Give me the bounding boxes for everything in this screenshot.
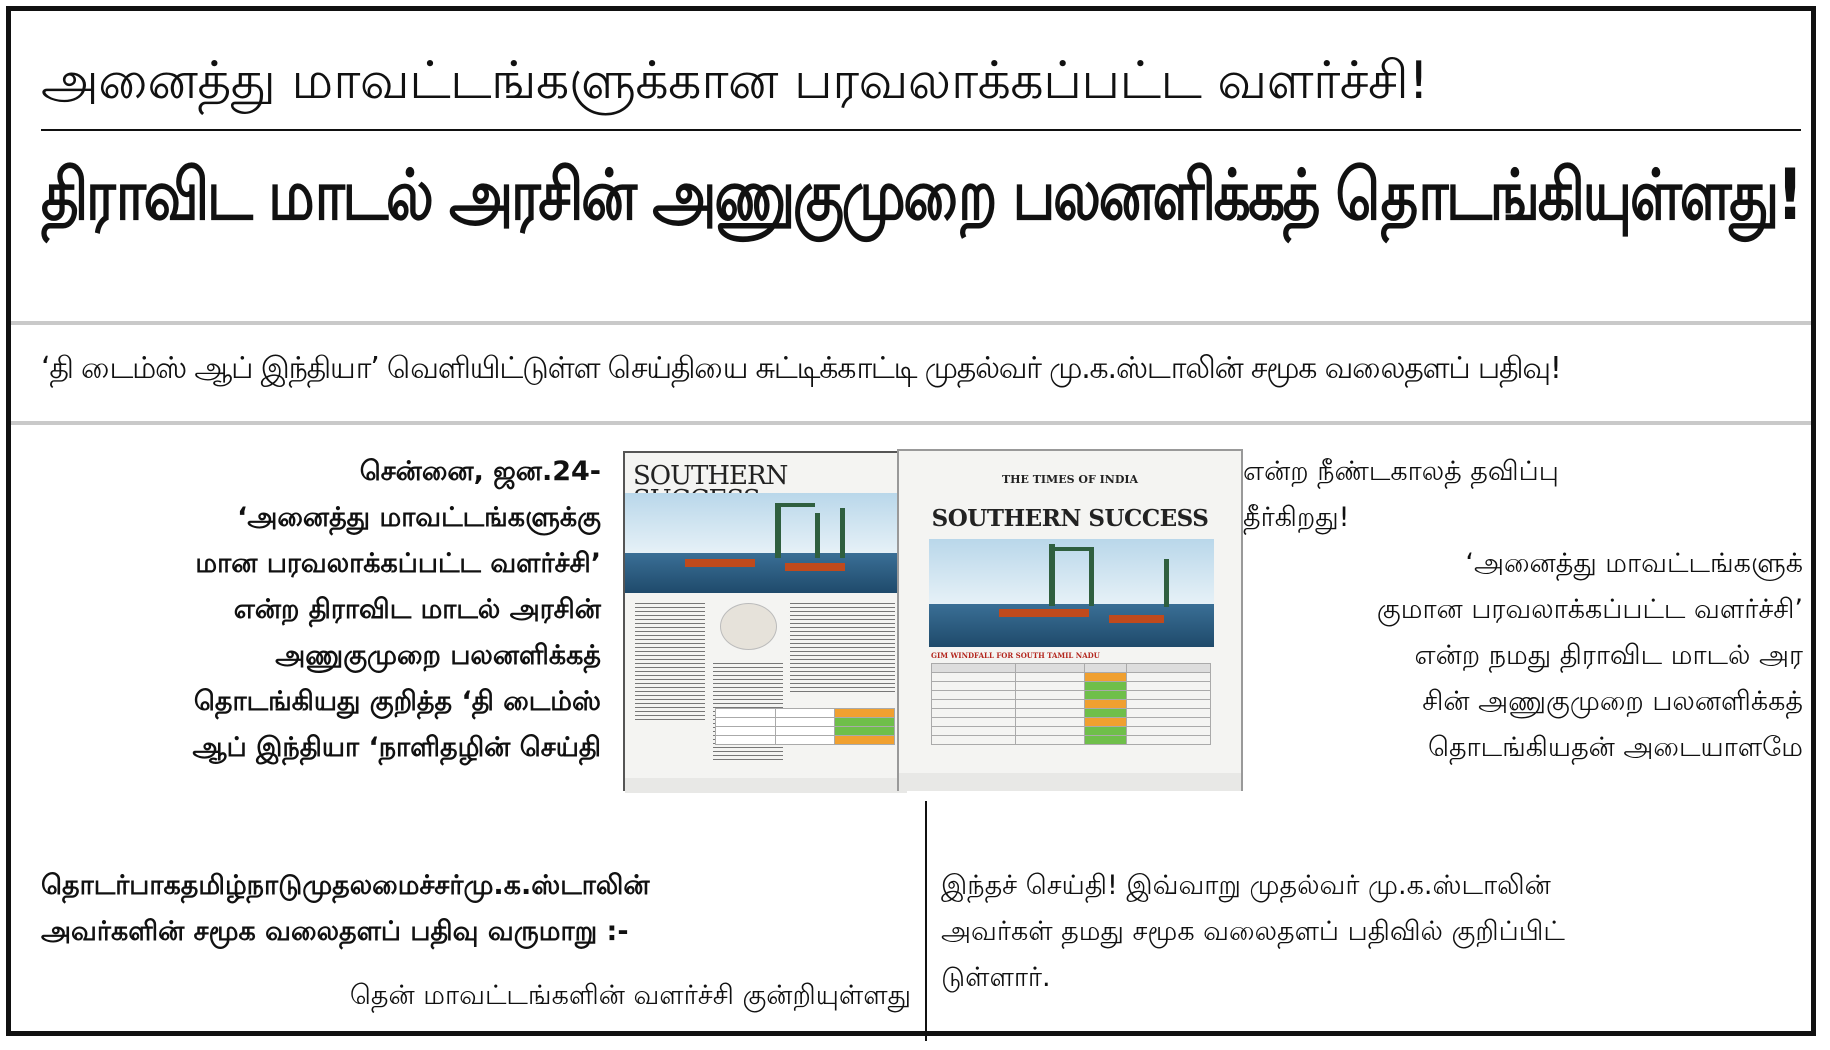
newspaper-clipping-front <box>897 449 1243 791</box>
subheadline: ‘தி டைம்ஸ் ஆப் இந்தியா’ வெளியிட்டுள்ள செய்தியை சுட்டிக்காட்டி முதல்வர் மு.க.ஸ்டாலின் சமூக வலைதளப் பதிவு! <box>41 351 1561 386</box>
left-last-line: தென் மாவட்டங்களின் வளர்ச்சி குன்றியுள்ளது <box>349 980 911 1011</box>
left-line: மான பரவலாக்கப்பட்ட வளர்ச்சி’ <box>195 548 601 579</box>
clipping-table-small <box>715 708 895 745</box>
right-line: குமான பரவலாக்கப்பட்ட வளர்ச்சி’ <box>1376 594 1803 625</box>
left-wide-line: தொடர்பாகதமிழ்நாடுமுதலமைச்சர்மு.க.ஸ்டாலின் <box>41 870 650 901</box>
left-column <box>41 449 601 771</box>
newspaper-clipping-inside <box>623 451 905 791</box>
dateline: சென்னை, ஜன.24- <box>359 456 601 487</box>
right-column <box>1243 449 1803 771</box>
port-photo <box>929 539 1214 647</box>
section-divider-bottom <box>11 421 1811 425</box>
left-line: அணுகுமுறை பலனளிக்கத் <box>275 640 601 671</box>
right-line: தொடங்கியதன் அடையாளமே <box>1427 732 1803 763</box>
right-line: சின் அணுகுமுறை பலனளிக்கத் <box>1422 686 1803 717</box>
headline-primary: அனைத்து மாவட்டங்களுக்கான பரவலாக்கப்பட்ட வளர்ச்சி! <box>41 51 1429 111</box>
right-wide-line: அவர்கள் தமது சமூக வலைதளப் பதிவில் குறிப்பிட் <box>941 916 1565 947</box>
clipping-table <box>931 663 1211 745</box>
clipping-title-line1: SOUTHERN <box>633 461 788 491</box>
section-divider-top <box>11 321 1811 325</box>
right-wide-text <box>941 863 1803 1001</box>
right-wide-line: இந்தச் செய்தி! இவ்வாறு முதல்வர் மு.க.ஸ்டாலின் <box>941 870 1551 901</box>
right-line: என்ற நமது திராவிட மாடல் அர <box>1414 640 1803 671</box>
headline-secondary: திராவிட மாடல் அரசின் அணுகுமுறை பலனளிக்கத் தொடங்கியுள்ளது! <box>41 154 1801 236</box>
left-wide-text <box>41 863 911 955</box>
left-line: ‘அனைத்து மாவட்டங்களுக்கு <box>237 502 601 533</box>
right-line: என்ற நீண்டகாலத் தவிப்பு <box>1243 456 1559 487</box>
left-line: என்ற திராவிட மாடல் அரசின் <box>233 594 601 625</box>
right-line: ‘அனைத்து மாவட்டங்களுக் <box>1465 548 1803 579</box>
article-frame <box>6 6 1816 1036</box>
clipping-masthead: THE TIMES OF INDIA <box>1001 473 1139 486</box>
port-photo <box>625 493 907 593</box>
left-line: ஆப் இந்தியா ‘நாளிதழின் செய்தி <box>192 732 601 763</box>
right-line: தீர்கிறது! <box>1243 502 1350 533</box>
left-line: தொடங்கியது குறித்த ‘தி டைம்ஸ் <box>193 686 601 717</box>
left-wide-line: அவர்களின் சமூக வலைதளப் பதிவு வருமாறு :- <box>41 916 629 947</box>
clipping-headline: SOUTHERN SUCCESS <box>931 505 1209 532</box>
headline-divider <box>41 129 1801 131</box>
column-divider <box>925 801 927 1041</box>
right-wide-line: டுள்ளார். <box>941 962 1051 993</box>
clipping-table-caption: GIM WINDFALL FOR SOUTH TAMIL NADU <box>931 651 1100 660</box>
